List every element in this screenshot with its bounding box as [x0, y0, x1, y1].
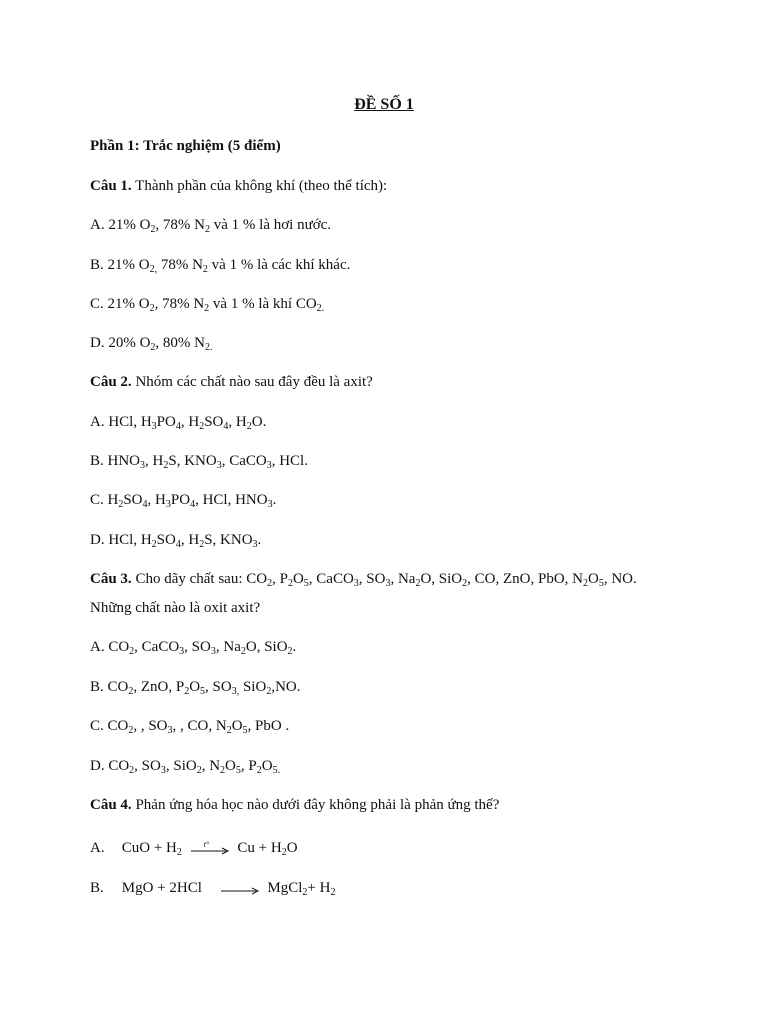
question-label: Câu 4. [90, 797, 132, 813]
q1-option-c: C. 21% $O_2$, 78% $N_2$ và 1 % là khí $CO_{2.}$ [90, 296, 325, 314]
question-label: Câu 3. [90, 571, 132, 587]
subscript: 2 [256, 765, 262, 776]
subscript: 2 [163, 460, 169, 471]
question-label: Câu 1. [90, 178, 132, 194]
subscript: 2 [118, 499, 124, 510]
subscript: 3 [216, 460, 222, 471]
subscript: 2 [583, 578, 588, 589]
subscript: 3 [140, 460, 146, 471]
reaction-condition: t° [203, 839, 210, 849]
subscript: 3 [160, 765, 166, 776]
subscript: 5 [200, 686, 206, 697]
option-letter: A. [90, 840, 105, 856]
subscript: 2 [196, 765, 202, 776]
subscript: 5 [235, 765, 241, 776]
subscript: 2 [266, 686, 272, 697]
q4-option-a [90, 838, 298, 858]
subscript: 2 [129, 646, 135, 657]
subscript: 2 [176, 847, 182, 858]
subscript: 2. [205, 342, 213, 353]
q1-option-d: D. 20% $O_2$, 80% $N_{2.}$ [90, 335, 213, 353]
reactants: MgO + 2HCl [121, 880, 202, 896]
subscript: 4 [190, 499, 196, 510]
subscript: 2 [246, 421, 252, 432]
subscript: 3 [167, 725, 173, 736]
question-text: Nhóm các chất nào sau đây đều là axit? [135, 374, 373, 390]
subscript: 2 [330, 887, 336, 898]
question-2 [90, 372, 373, 392]
subscript: 5 [242, 725, 248, 736]
subscript: 3 [210, 646, 216, 657]
subscript: 2 [150, 224, 156, 235]
subscript: 3 [267, 499, 273, 510]
q3-option-c: C. $CO_2$, , $SO_3$, , CO, $N_2O_5$, PbO . [90, 718, 290, 736]
q2-option-a: A. HCl, $H_3PO_4$, $H_2SO_4$, $H_2O$. [90, 414, 267, 432]
reaction-arrow-icon [220, 882, 260, 896]
subscript: 2 [202, 264, 208, 275]
q1-option-a: A. 21% $O_2$, 78% $N_2$ và 1 % là hơi nước. [90, 217, 332, 235]
subscript: 2 [287, 578, 293, 589]
subscript: 2 [204, 303, 210, 314]
question-3-continued: Những chất nào là oxit axit? [90, 600, 261, 616]
subscript: 2 [220, 765, 226, 776]
subscript: 2 [302, 887, 308, 898]
subscript: 2 [267, 578, 273, 589]
subscript: 2 [462, 578, 468, 589]
subscript: 2 [184, 686, 190, 697]
question-4 [90, 795, 499, 815]
option-letter: B. [90, 880, 104, 896]
subscript: 2 [226, 725, 232, 736]
subscript: 5 [303, 578, 309, 589]
subscript: 3 [385, 578, 391, 589]
q2-option-c: C. $H_2SO_4$, $H_3PO_4$, HCl, $HNO_3$. [90, 492, 277, 510]
subscript: 3 [252, 539, 258, 550]
subscript: 4 [223, 421, 229, 432]
q3-option-a: A. $CO_2$, CaCO$_3$, $SO_3$, $Na_2O$, SiO$_2$. [90, 639, 297, 657]
subscript: 4 [175, 421, 181, 432]
q3-option-b: B. $CO_2$, ZnO, $P_2O_5$, $SO_{3,}$ SiO$_2$,NO. [90, 679, 301, 697]
q3-option-d: D. $CO_2$, $SO_3$, SiO$_2$, $N_2O_5$, $P_2O_{5.}$ [90, 758, 281, 776]
part-heading: Phần 1: Trắc nghiệm (5 điểm) [90, 138, 281, 154]
q4-option-b [90, 878, 335, 898]
subscript: 3 [165, 499, 171, 510]
subscript: 4 [175, 539, 181, 550]
subscript: 2 [199, 539, 205, 550]
subscript: 2 [150, 342, 156, 353]
subscript: 5. [272, 765, 281, 776]
reactants: CuO + $H_2$ [121, 840, 182, 858]
subscript: 2 [149, 303, 155, 314]
subscript: 3 [266, 460, 272, 471]
subscript: 2 [129, 765, 135, 776]
subscript: 2 [287, 646, 293, 657]
q2-option-d: D. HCl, $H_2SO_4$, $H_2S$, $KNO_3$. [90, 532, 262, 550]
subscript: 2 [128, 725, 134, 736]
subscript: 2 [151, 539, 157, 550]
subscript: 3 [353, 578, 359, 589]
subscript: 2 [281, 847, 287, 858]
subscript: 3 [179, 646, 185, 657]
question-3 [90, 569, 637, 589]
subscript: 2 [128, 686, 134, 697]
question-label: Câu 2. [90, 374, 132, 390]
subscript: 2. [316, 303, 325, 314]
question-text: Cho dãy chất sau: $CO_2$, $P_2O_5$, CaCO$_3$, $SO_3$, $Na_2O$, SiO$_2$, CO, ZnO, PbO, $N_2O_5$, NO. [135, 571, 637, 589]
products: MgCl$_2$+ $H_2$ [267, 880, 336, 898]
subscript: 2, [149, 264, 158, 275]
reaction-arrow-icon [190, 839, 230, 856]
subscript: 2 [240, 646, 246, 657]
subscript: 4 [142, 499, 148, 510]
question-text: Phản ứng hóa học nào dưới đây không phải là phản ứng thế? [135, 797, 500, 813]
subscript: 5 [598, 578, 604, 589]
q1-option-b: B. 21% $O_{2,}$ 78% $N_2$ và 1 % là các khí khác. [90, 257, 351, 275]
exam-title: ĐỀ SỐ 1 [354, 96, 414, 113]
question-1 [90, 176, 387, 196]
products: $Cu + H_2O$ [237, 840, 298, 858]
subscript: 2 [205, 224, 210, 235]
subscript: 3, [231, 686, 240, 697]
subscript: 2 [199, 421, 205, 432]
question-text: Thành phần của không khí (theo thể tích): [135, 178, 388, 194]
subscript: 3 [151, 421, 157, 432]
q2-option-b: B. $HNO_3$, $H_2S$, $KNO_3$, CaCO$_3$, HCl. [90, 453, 308, 471]
subscript: 2 [415, 578, 421, 589]
